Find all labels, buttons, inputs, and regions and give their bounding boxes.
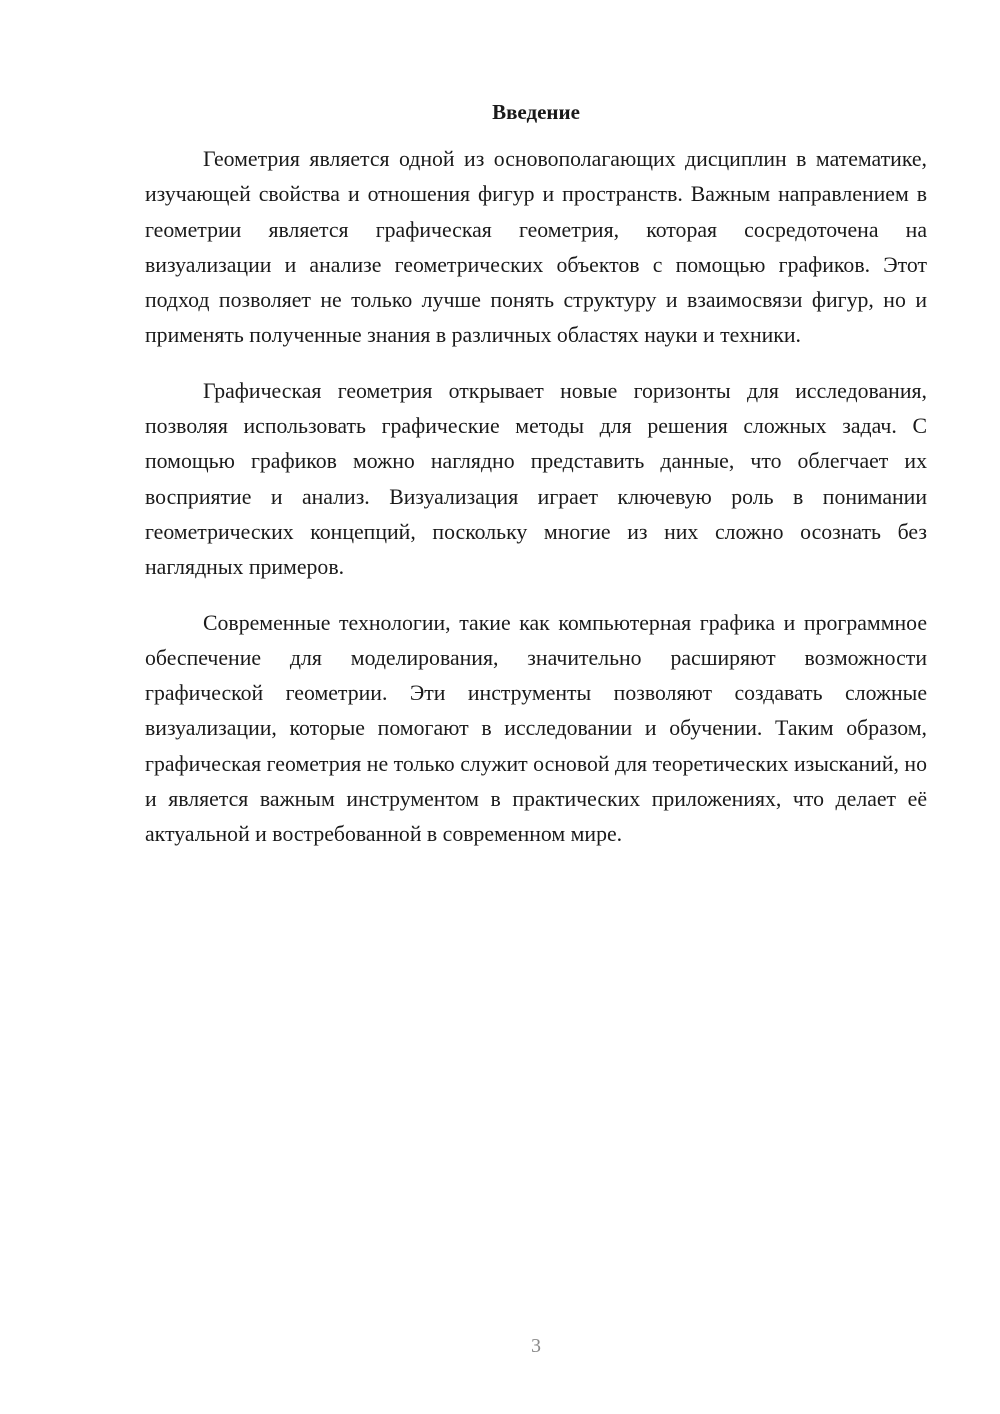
paragraph-2: Графическая геометрия открывает новые горизонты для исследования, позволяя использовать графические методы для решения сложных задач. С помощью графиков можно наглядно представить данные, что облегчает их восприятие и анализ. Визуализация играет ключевую роль в понимании геометрических концепций, поскольку многие из них сложно осознать без наглядных примеров.: [145, 378, 927, 580]
page-number: 3: [531, 1335, 541, 1357]
paragraph-1: Геометрия является одной из основополагающих дисциплин в математике, изучающей свойства и отношения фигур и пространств. Важным направлением в геометрии является графическая геометрия, которая сосредоточена на визуализации и анализе геометрических объектов с помощью графиков. Этот подход позволяет не только лучше понять структуру и взаимосвязи фигур, но и применять полученные знания в различных областях науки и техники.: [145, 147, 927, 348]
section-title: Введение: [492, 100, 580, 124]
paragraph-3: Современные технологии, такие как компьютерная графика и программное обеспечение для моделирования, значительно расширяют возможности графической геометрии. Эти инструменты позволяют создавать сложные визуализации, которые помогают в исследовании и обучении. Таким образом, графическая геометрия не только служит основой для теоретических изысканий, но и является важным инструментом в практических приложениях, что делает её актуальной и востребованной в современном мире.: [145, 610, 927, 847]
document-body: [145, 142, 927, 873]
